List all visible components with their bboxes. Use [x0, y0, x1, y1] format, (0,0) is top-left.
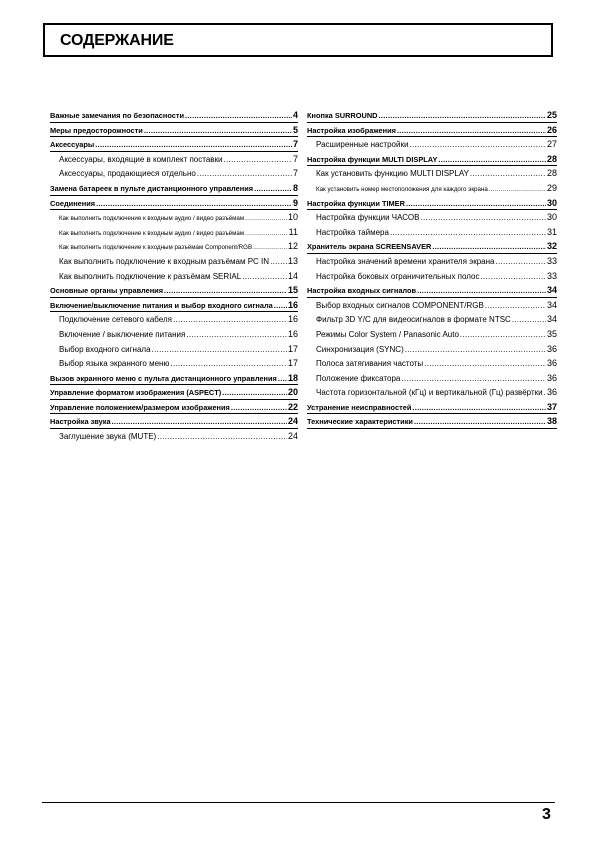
toc-entry[interactable]: [50, 152, 298, 167]
toc-leader-dots: [485, 299, 546, 314]
toc-entry[interactable]: [50, 137, 298, 152]
toc-leader-dots: [245, 212, 287, 227]
toc-page-number: 27: [546, 139, 557, 150]
toc-entry-title: Включение/выключение питания и выбор входного сигнала: [50, 300, 273, 310]
toc-entry[interactable]: [50, 298, 298, 313]
toc-leader-dots: [405, 343, 546, 358]
toc-entry[interactable]: [50, 356, 298, 371]
toc-leader-dots: [270, 255, 287, 270]
toc-entry[interactable]: [307, 371, 557, 386]
toc-leader-dots: [245, 227, 288, 242]
toc-page-number: 35: [546, 328, 557, 339]
toc-page-number: 16: [287, 299, 298, 310]
toc-entry[interactable]: [50, 429, 298, 444]
toc-entry-title: Соединения: [50, 198, 96, 208]
toc-entry-title: Аксессуары, продающиеся отдельно: [59, 169, 196, 179]
toc-entry[interactable]: [50, 414, 298, 429]
toc-entry-title: Замена батареек в пульте дистанционного управления: [50, 183, 254, 193]
toc-entry-title: Настройка входных сигналов: [307, 286, 417, 296]
toc-leader-dots: [424, 357, 546, 372]
toc-entry-title: Настройка функции TIMER: [307, 198, 405, 208]
toc-entry[interactable]: [50, 327, 298, 342]
toc-entry[interactable]: [50, 225, 298, 240]
toc-entry[interactable]: [307, 152, 557, 167]
toc-leader-dots: [253, 241, 287, 256]
toc-entry[interactable]: [307, 312, 557, 327]
toc-entry-title: Как выполнить подключение к разъёмам SERIAL: [59, 271, 242, 281]
toc-entry-title: Частота горизонтальной (кГц) и вертикальной (Гц) развёртки: [316, 388, 543, 398]
toc-entry-title: Заглушение звука (MUTE): [59, 432, 157, 442]
toc-page-number: 13: [287, 255, 298, 266]
toc-entry[interactable]: [50, 312, 298, 327]
toc-leader-dots: [420, 211, 546, 226]
title-box: [43, 23, 553, 57]
toc-page-number: 38: [546, 416, 557, 427]
toc-page-number: 36: [546, 387, 557, 398]
toc-page-number: 7: [292, 153, 298, 164]
toc-entry[interactable]: [50, 400, 298, 415]
toc-entry[interactable]: [50, 342, 298, 357]
page-number: 3: [542, 806, 551, 823]
toc-entry[interactable]: [307, 414, 557, 429]
toc-entry-title: Положение фиксатора: [316, 373, 401, 383]
toc-entry-title: Как установить функцию MULTI DISPLAY: [316, 169, 469, 179]
toc-page-number: 14: [287, 270, 298, 281]
toc-page-number: 24: [287, 416, 298, 427]
toc-page-number: 5: [292, 124, 298, 135]
toc-page-number: 7: [292, 168, 298, 179]
toc-entry[interactable]: [307, 166, 557, 181]
toc-page-number: 31: [546, 226, 557, 237]
toc-entry-title: Как выполнить подключение к входным разъёмам PC IN: [59, 256, 270, 266]
toc-page-number: 30: [546, 212, 557, 223]
toc-entry[interactable]: [307, 327, 557, 342]
toc-leader-dots: [222, 386, 287, 401]
toc-entry-title: Как установить номер местоположения для каждого экрана: [316, 185, 488, 193]
toc-page-number: 4: [292, 110, 298, 120]
toc-leader-dots: [197, 167, 292, 182]
toc-entry-title: Подключение сетевого кабеля: [59, 315, 172, 325]
toc-entry-title: Режимы Color System / Panasonic Auto: [316, 329, 459, 339]
toc-leader-dots: [186, 328, 287, 343]
toc-entry-title: Аксессуары, входящие в комплект поставки: [59, 154, 223, 164]
toc-leader-dots: [157, 430, 287, 445]
toc-leader-dots: [412, 401, 546, 416]
page-title: СОДЕРЖАНИЕ: [60, 32, 174, 49]
toc-leader-dots: [224, 153, 292, 168]
toc-leader-dots: [185, 109, 292, 124]
toc-entry-title: Синхронизация (SYNC): [316, 344, 404, 354]
toc-leader-dots: [397, 124, 546, 139]
toc-page-number: 32: [546, 241, 557, 252]
toc-entry[interactable]: [307, 196, 557, 211]
toc-page-number: 29: [546, 182, 557, 193]
toc-entry[interactable]: [307, 137, 557, 152]
toc-leader-dots: [112, 415, 287, 430]
toc-leader-dots: [414, 415, 546, 430]
toc-entry[interactable]: [307, 356, 557, 371]
toc-leader-dots: [438, 153, 546, 168]
toc-page-number: 33: [546, 255, 557, 266]
toc-entry-title: Настройка изображения: [307, 125, 396, 135]
toc-leader-dots: [278, 372, 287, 387]
toc-entry[interactable]: [307, 181, 557, 196]
toc-leader-dots: [409, 138, 546, 153]
toc-leader-dots: [401, 372, 546, 387]
toc-leader-dots: [170, 357, 287, 372]
toc-entry-title: Аксессуары: [50, 140, 95, 150]
toc-page-number: 28: [546, 153, 557, 164]
toc-leader-dots: [231, 401, 287, 416]
toc-entry[interactable]: [307, 254, 557, 269]
toc-entry-title: Настройка боковых ограничительных полос: [316, 271, 480, 281]
toc-entry-title: Меры предосторожности: [50, 125, 143, 135]
toc-entry[interactable]: [307, 225, 557, 240]
toc-entry-title: Как выполнить подключение к входным аудио / видео разъёмам: [59, 229, 245, 237]
toc-page-number: 28: [546, 168, 557, 179]
toc-page-number: 17: [287, 343, 298, 354]
toc-entry[interactable]: [50, 269, 298, 284]
toc-page-number: 36: [546, 343, 557, 354]
toc-page-number: 8: [292, 182, 298, 193]
toc-leader-dots: [152, 343, 287, 358]
toc-entry[interactable]: [50, 254, 298, 269]
toc-entry[interactable]: [50, 371, 298, 386]
toc-leader-dots: [254, 182, 292, 197]
toc-page-number: 24: [287, 431, 298, 442]
toc-leader-dots: [417, 284, 546, 299]
toc-page-number: 18: [287, 372, 298, 383]
toc-page-number: 15: [287, 285, 298, 296]
toc-page-number: 9: [292, 197, 298, 208]
toc-page-number: 22: [287, 401, 298, 412]
toc-entry[interactable]: [50, 166, 298, 181]
toc-leader-dots: [489, 183, 546, 198]
toc-leader-dots: [164, 284, 287, 299]
toc-entry[interactable]: [50, 181, 298, 196]
toc-leader-dots: [390, 226, 546, 241]
toc-entry[interactable]: [307, 385, 557, 400]
toc-entry-title: Расширенные настройки: [316, 140, 409, 150]
toc-page-number: 17: [287, 358, 298, 369]
toc-entry-title: Устранение неисправностей: [307, 402, 412, 412]
toc-entry[interactable]: [307, 283, 557, 298]
toc-entry-title: Полоса затягивания частоты: [316, 359, 424, 369]
toc-page-number: 36: [546, 372, 557, 383]
toc-leader-dots: [173, 313, 287, 328]
toc-page-number: 34: [546, 285, 557, 296]
toc-leader-dots: [95, 138, 292, 153]
toc-page-number: 7: [292, 139, 298, 150]
toc-entry-title: Кнопка SURROUND: [307, 111, 378, 120]
toc-page-number: 11: [288, 226, 298, 237]
toc-entry-title: Технические характеристики: [307, 417, 413, 427]
toc-entry[interactable]: [50, 385, 298, 400]
toc-entry-title: Настройка таймера: [316, 227, 389, 237]
toc-entry-title: Выбор входных сигналов COMPONENT/RGB: [316, 300, 484, 310]
toc-leader-dots: [495, 255, 546, 270]
toc-entry[interactable]: [50, 196, 298, 211]
toc-entry-title: Фильтр 3D Y/C для видеосигналов в формате NTSC: [316, 315, 511, 325]
toc-leader-dots: [512, 313, 546, 328]
toc-page-number: 34: [546, 299, 557, 310]
toc-leader-dots: [144, 124, 292, 139]
toc-entry[interactable]: [50, 239, 298, 254]
toc-page-number: 33: [546, 270, 557, 281]
toc-right-column: [307, 108, 557, 429]
toc-page-number: 16: [287, 328, 298, 339]
toc-entry[interactable]: [50, 283, 298, 298]
toc-entry[interactable]: [307, 269, 557, 284]
toc-entry-title: Настройка звука: [50, 417, 111, 427]
toc-leader-dots: [432, 240, 546, 255]
toc-leader-dots: [379, 109, 546, 124]
toc-leader-dots: [406, 197, 546, 212]
toc-entry-title: Включение / выключение питания: [59, 329, 186, 339]
toc-entry[interactable]: [307, 210, 557, 225]
toc-entry[interactable]: [307, 108, 557, 123]
toc-entry-title: Выбор входного сигнала: [59, 344, 151, 354]
toc-entry[interactable]: [50, 123, 298, 138]
toc-entry[interactable]: [50, 108, 298, 123]
toc-page-number: 25: [546, 110, 557, 120]
toc-leader-dots: [544, 386, 546, 401]
toc-leader-dots: [274, 299, 287, 314]
toc-leader-dots: [480, 270, 546, 285]
toc-page-number: 26: [546, 124, 557, 135]
toc-entry[interactable]: [307, 123, 557, 138]
toc-leader-dots: [460, 328, 546, 343]
toc-page-number: 34: [546, 314, 557, 325]
toc-entry-title: Важные замечания по безопасности: [50, 111, 185, 120]
toc-page-number: 36: [546, 358, 557, 369]
toc-entry-title: Настройка функции ЧАСОВ: [316, 213, 420, 223]
toc-entry-title: Основные органы управления: [50, 286, 164, 296]
toc-entry-title: Как выполнить подключение к входным аудио / видео разъёмам: [59, 215, 245, 223]
toc-page-number: 37: [546, 401, 557, 412]
toc-entry-title: Настройка значений времени хранителя экрана: [316, 256, 495, 266]
toc-page-number: 16: [287, 314, 298, 325]
toc-page-number: 12: [287, 241, 298, 252]
toc-leader-dots: [96, 197, 292, 212]
toc-entry[interactable]: [307, 400, 557, 415]
toc-page-number: 10: [287, 212, 298, 223]
toc-entry-title: Хранитель экрана SCREENSAVER: [307, 242, 432, 252]
toc-entry[interactable]: [307, 298, 557, 313]
toc-entry[interactable]: [50, 210, 298, 225]
footer-divider: [42, 802, 555, 803]
toc-page-number: 30: [546, 197, 557, 208]
toc-entry-title: Вызов экранного меню с пульта дистанционного управления: [50, 373, 277, 383]
toc-entry-title: Управление положением/размером изображения: [50, 402, 230, 412]
toc-leader-dots: [242, 270, 287, 285]
toc-entry[interactable]: [307, 342, 557, 357]
toc-entry-title: Управление форматом изображения (ASPECT): [50, 388, 222, 398]
toc-entry[interactable]: [307, 239, 557, 254]
toc-entry-title: Настройка функции MULTI DISPLAY: [307, 154, 438, 164]
toc-leader-dots: [470, 167, 546, 182]
toc-page-number: 20: [287, 387, 298, 398]
toc-entry-title: Выбор языка экранного меню: [59, 359, 170, 369]
toc-left-column: [50, 108, 298, 444]
toc-entry-title: Как выполнить подключение к входным разъёмам Component/RGB: [59, 244, 253, 252]
